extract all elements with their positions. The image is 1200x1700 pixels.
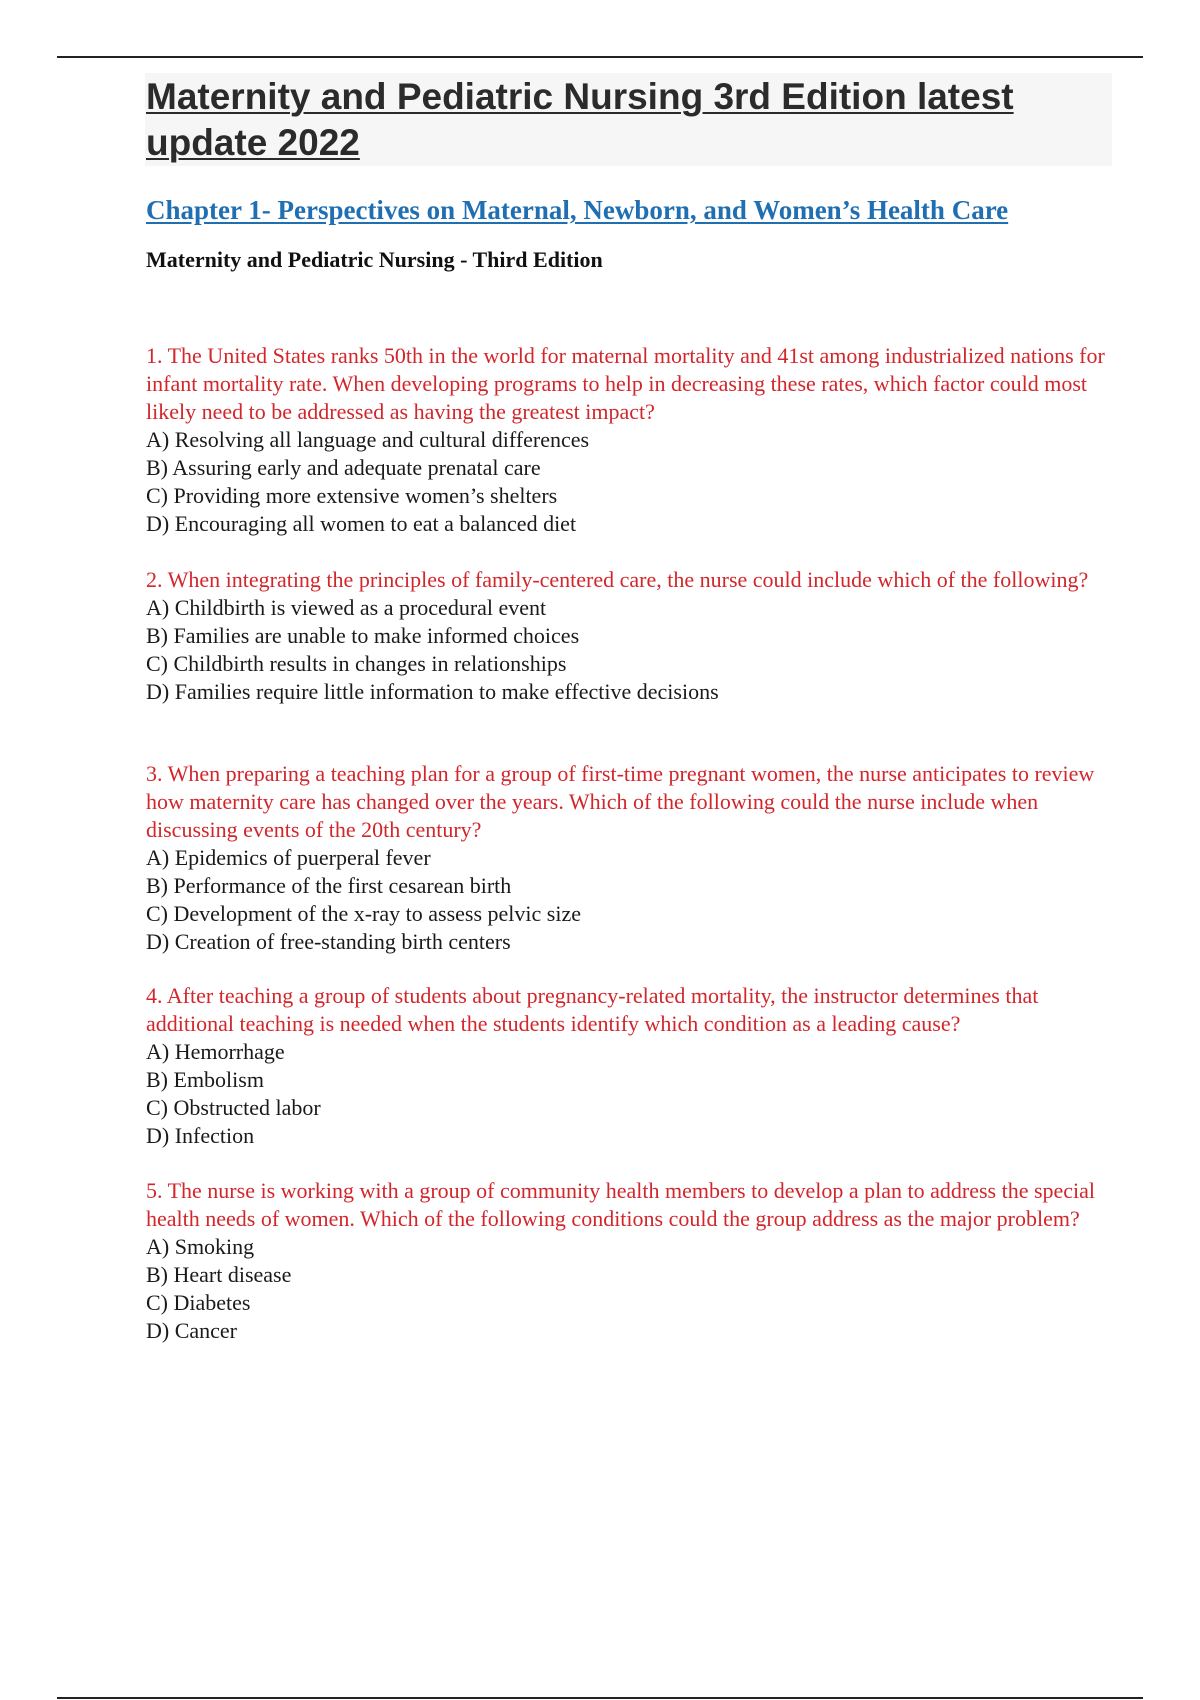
question-1 bbox=[146, 342, 1106, 538]
option-d: D) Families require little information to make effective decisions bbox=[146, 679, 719, 704]
option-b: B) Performance of the first cesarean birth bbox=[146, 873, 512, 898]
chapter-title-link[interactable]: Chapter 1- Perspectives on Maternal, Newborn, and Women’s Health Care bbox=[146, 195, 1009, 225]
bottom-rule bbox=[57, 1697, 1143, 1699]
question-text: 4. After teaching a group of students about pregnancy-related mortality, the instructor determines that additional teaching is needed when the students identify which condition as a leading cause? bbox=[146, 983, 1039, 1036]
option-c: C) Childbirth results in changes in relationships bbox=[146, 651, 567, 676]
answer-options bbox=[146, 1038, 1106, 1150]
document-title: Maternity and Pediatric Nursing 3rd Edition latest update 2022 bbox=[146, 76, 1014, 163]
question-text: 3. When preparing a teaching plan for a group of first-time pregnant women, the nurse anticipates to review how maternity care has changed over the years. Which of the following could the nurse include when discussing events of the 20th century? bbox=[146, 761, 1095, 842]
option-d: D) Creation of free-standing birth centers bbox=[146, 929, 511, 954]
option-d: D) Infection bbox=[146, 1123, 255, 1148]
question-5 bbox=[146, 1177, 1106, 1345]
question-2 bbox=[146, 566, 1106, 706]
answer-options bbox=[146, 426, 1106, 538]
option-a: A) Resolving all language and cultural differences bbox=[146, 427, 590, 452]
document-subtitle: Maternity and Pediatric Nursing - Third Edition bbox=[146, 247, 603, 272]
question-text: 1. The United States ranks 50th in the world for maternal mortality and 41st among industrialized nations for infant mortality rate. When developing programs to help in decreasing these rates, which factor could most likely need to be addressed as having the greatest impact? bbox=[146, 343, 1105, 424]
option-a: A) Smoking bbox=[146, 1234, 255, 1259]
option-d: D) Encouraging all women to eat a balanced diet bbox=[146, 511, 577, 536]
question-4 bbox=[146, 982, 1106, 1150]
option-b: B) Embolism bbox=[146, 1067, 264, 1092]
option-c: C) Development of the x-ray to assess pelvic size bbox=[146, 901, 581, 926]
option-c: C) Providing more extensive women’s shelters bbox=[146, 483, 558, 508]
option-c: C) Diabetes bbox=[146, 1290, 251, 1315]
question-text: 2. When integrating the principles of family-centered care, the nurse could include which of the following? bbox=[146, 567, 1089, 592]
question-3 bbox=[146, 760, 1106, 956]
answer-options bbox=[146, 844, 1106, 956]
answer-options bbox=[146, 1233, 1106, 1345]
question-text: 5. The nurse is working with a group of community health members to develop a plan to address the special health needs of women. Which of the following conditions could the group address as the major problem? bbox=[146, 1178, 1096, 1231]
option-b: B) Assuring early and adequate prenatal care bbox=[146, 455, 541, 480]
option-a: A) Hemorrhage bbox=[146, 1039, 285, 1064]
answer-options bbox=[146, 594, 1106, 706]
option-b: B) Heart disease bbox=[146, 1262, 292, 1287]
option-a: A) Childbirth is viewed as a procedural event bbox=[146, 595, 547, 620]
option-c: C) Obstructed labor bbox=[146, 1095, 321, 1120]
option-a: A) Epidemics of puerperal fever bbox=[146, 845, 431, 870]
option-d: D) Cancer bbox=[146, 1318, 238, 1343]
option-b: B) Families are unable to make informed choices bbox=[146, 623, 580, 648]
top-rule bbox=[57, 56, 1143, 58]
